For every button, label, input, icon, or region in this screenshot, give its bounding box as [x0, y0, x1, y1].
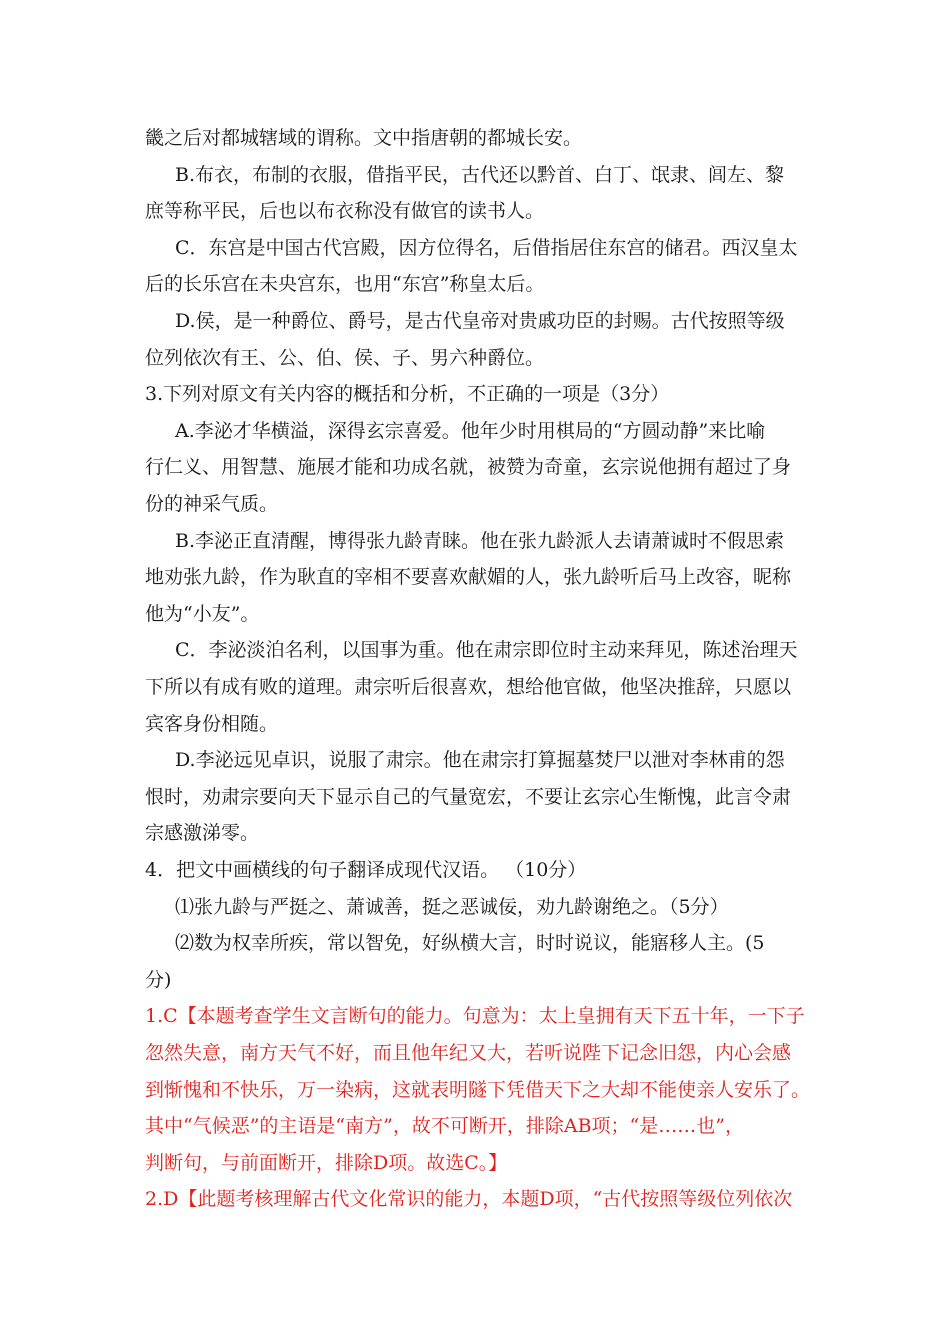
document-line: 宾客身份相随。: [145, 712, 279, 735]
document-line: B.布衣，布制的衣服，借指平民，古代还以黔首、白丁、氓隶、闾左、黎: [175, 163, 785, 186]
document-line: ⑴张九龄与严挺之、萧诚善，挺之恶诚佞，劝九龄谢绝之。（5分）: [175, 895, 729, 918]
document-line: 庶等称平民，后也以布衣称没有做官的读书人。: [145, 200, 545, 223]
document-line: 行仁义、用智慧、施展才能和功成名就，被赞为奇童，玄宗说他拥有超过了身: [145, 456, 792, 479]
document-line: 份的神采气质。: [145, 493, 279, 515]
document-line: 下所以有成有败的道理。肃宗听后很喜欢，想给他官做，他坚决推辞，只愿以: [145, 676, 792, 698]
document-line: C．东宫是中国古代宫殿，因方位得名，后借指居住东宫的储君。西汉皇太: [175, 236, 798, 259]
document-line: D.李泌远见卓识，说服了肃宗。他在肃宗打算掘墓焚尸以泄对李林甫的怨: [175, 749, 785, 772]
answer-line: 2.D【此题考核理解古代文化常识的能力，本题D项，“古代按照等级位列依次: [145, 1188, 793, 1211]
document-line: 宗感激涕零。: [145, 822, 260, 845]
document-line: C．李泌淡泊名利，以国事为重。他在肃宗即位时主动来拜见，陈述治理天: [175, 639, 798, 662]
document-line: 畿之后对都城辖域的谓称。文中指唐朝的都城长安。: [145, 127, 583, 149]
document-line: 位列依次有王、公、伯、侯、子、男六种爵位。: [145, 346, 545, 369]
document-line: B.李泌正直清醒，博得张九龄青睐。他在张九龄派人去请萧诚时不假思索: [175, 529, 785, 552]
document-line: 恨时，劝肃宗要向天下显示自己的气量宽宏，不要让玄宗心生惭愧，此言令肃: [145, 785, 792, 808]
document-line: 后的长乐宫在未央宫东，也用“东宫”称皇太后。: [145, 273, 545, 296]
answer-line: 忽然失意，南方天气不好，而且他年纪又大，若听说陛下记念旧怨，内心会感: [145, 1042, 792, 1064]
document-line: 他为“小友”。: [145, 602, 260, 625]
document-line: ⑵数为权幸所疾，常以智免，好纵横大言，时时说议，能寤移人主。(5: [175, 932, 765, 955]
document-line: 3.下列对原文有关内容的概括和分析，不正确的一项是（3分）: [145, 383, 670, 406]
document-line: 分): [145, 968, 172, 991]
answer-line: 判断句，与前面断开，排除D项。故选C。】: [145, 1151, 508, 1174]
document-line: D.侯，是一种爵位、爵号，是古代皇帝对贵戚功臣的封赐。古代按照等级: [175, 310, 785, 332]
document-line: A.李泌才华横溢，深得玄宗喜爱。他年少时用棋局的“方圆动静”来比喻: [175, 419, 766, 442]
answer-line: 到惭愧和不快乐，万一染病，这就表明隧下凭借天下之大却不能使亲人安乐了。: [145, 1078, 811, 1101]
document-line: 4．把文中画横线的句子翻译成现代汉语。 （10分）: [145, 859, 587, 881]
answer-line: 1.C【本题考查学生文言断句的能力。句意为：太上皇拥有天下五十年，一下子: [145, 1005, 805, 1028]
document-line: 地劝张九龄，作为耿直的宰相不要喜欢献媚的人，张九龄听后马上改容，昵称: [145, 566, 792, 589]
answer-line: 其中“气候恶”的主语是“南方”，故不可断开，排除AB项；“是……也”，: [145, 1115, 744, 1138]
